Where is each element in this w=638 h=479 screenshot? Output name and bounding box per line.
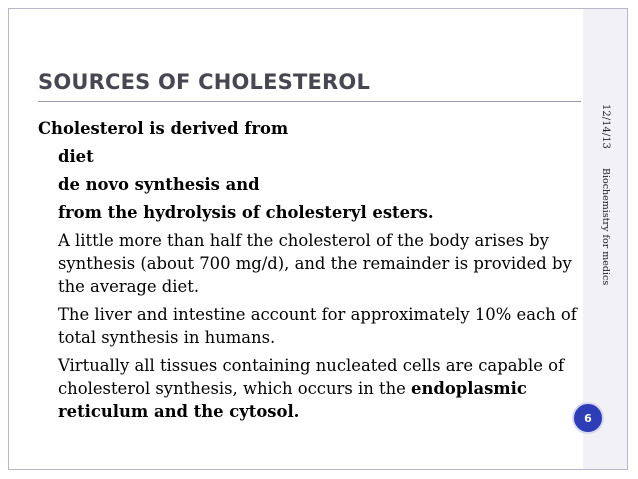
title-divider <box>38 101 581 102</box>
bullet-item <box>38 145 578 168</box>
bullet-item <box>38 201 578 224</box>
bullet-item <box>38 173 578 196</box>
bullet-text: A little more than half the cholesterol of the body arises by synthesis (about 700 mg/d), and the remainder is provided by the average diet. <box>58 231 572 296</box>
bullet-text: The liver and intestine account for approximately 10% each of total synthesis in humans. <box>58 305 577 347</box>
slide-content <box>38 117 578 428</box>
bullet-emphasis-text: endoplasmic reticulum and the cytosol. <box>58 379 527 421</box>
slide-title: SOURCES OF CHOLESTEROL <box>38 70 371 94</box>
intro-text: Cholesterol is derived from <box>38 119 289 138</box>
bullet-text: diet <box>58 147 94 166</box>
bullet-text: de novo synthesis and <box>58 175 260 194</box>
slide-date: 12/14/13 <box>600 104 611 149</box>
page-number-badge: 6 <box>572 402 604 434</box>
bullet-item <box>38 303 578 349</box>
bullet-item <box>38 354 578 423</box>
slide-footer: Biochemistry for medics <box>600 168 611 286</box>
bullet-item <box>38 229 578 298</box>
bullet-text: Virtually all tissues containing nucleated cells are capable of cholesterol synthesis, which occurs in the <box>58 356 565 398</box>
bullet-text: from the hydrolysis of cholesteryl esters. <box>58 203 434 222</box>
